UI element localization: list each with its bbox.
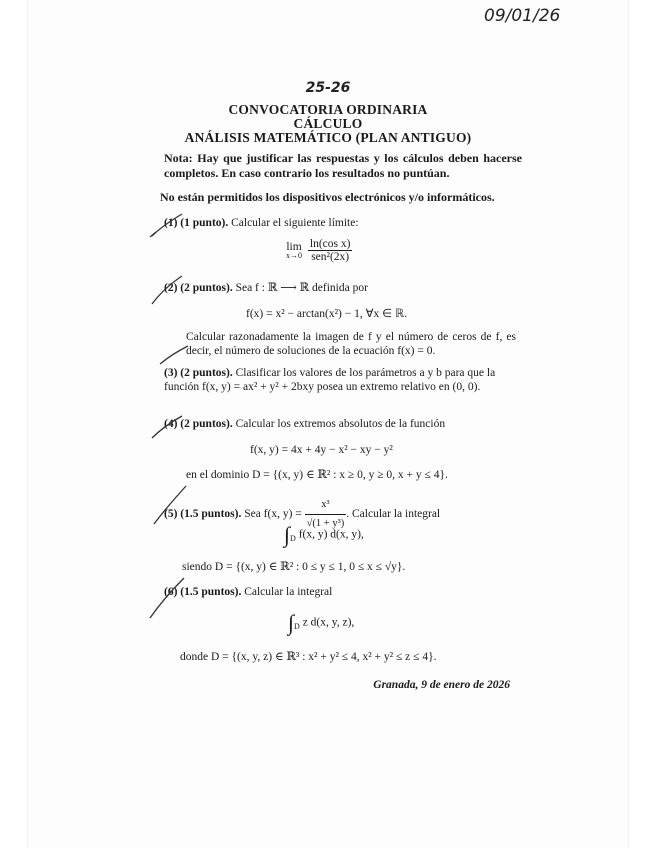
problem-3-text: Clasificar los valores de los parámetros a y b para que la función f(x, y) = ax² + y² + 2bxy posea un extremo relativo en (0, 0). bbox=[164, 367, 496, 393]
problem-5-text-a: Sea f(x, y) = bbox=[244, 508, 302, 521]
pen-mark-4 bbox=[148, 412, 188, 442]
limit-numerator: ln(cos x) bbox=[309, 238, 351, 250]
problem-6-domain: donde D = {(x, y, z) ∈ ℝ³ : x² + y² ≤ 4, x² + y² ≤ z ≤ 4}. bbox=[180, 651, 437, 663]
problem-3-number: (3) bbox=[164, 367, 178, 379]
problem-4-points: (2 puntos). bbox=[180, 418, 233, 430]
pen-mark-2 bbox=[148, 270, 188, 310]
problem-5-integral bbox=[284, 522, 364, 548]
problem-2-text: Sea f : ℝ ⟶ ℝ definida por bbox=[235, 282, 368, 294]
exam-session-title: CONVOCATORIA ORDINARIA bbox=[228, 102, 428, 117]
devices-note: No están permitidos los dispositivos electrónicos y/o informáticos. bbox=[160, 190, 495, 204]
problem-5-text-b: . Calcular la integral bbox=[346, 508, 441, 521]
limit-expression bbox=[286, 238, 352, 263]
problem-1-points: (1 punto). bbox=[180, 217, 229, 229]
problem-4-number: (4) bbox=[164, 418, 178, 430]
problem-2-number: (2) bbox=[164, 282, 178, 294]
problem-1-number: (1) bbox=[164, 217, 178, 229]
problem-2-formula: f(x) = x² − arctan(x²) − 1, ∀x ∈ ℝ. bbox=[246, 308, 407, 320]
problem-5-frac-num: x³ bbox=[305, 496, 347, 515]
problem-6-number: (6) bbox=[164, 586, 178, 598]
problem-5-domain: siendo D = {(x, y) ∈ ℝ² : 0 ≤ y ≤ 1, 0 ≤ x ≤ √y}. bbox=[182, 561, 406, 573]
limit-label: lim bbox=[286, 241, 302, 253]
problem-5-points: (1.5 puntos). bbox=[180, 508, 242, 521]
integral-sign-icon: ∫ bbox=[284, 522, 291, 547]
course-title: ANÁLISIS MATEMÁTICO (PLAN ANTIGUO) bbox=[184, 130, 472, 145]
problem-4-text: Calcular los extremos absolutos de la función bbox=[235, 418, 446, 430]
problem-6-integral bbox=[288, 610, 354, 636]
problem-5-integrand: f(x, y) d(x, y), bbox=[298, 528, 364, 541]
problem-1 bbox=[164, 216, 359, 230]
exam-page bbox=[28, 0, 628, 848]
pen-mark-6 bbox=[146, 572, 190, 622]
pen-mark-3 bbox=[154, 340, 194, 370]
problem-5-frac-den: √(1 + y³) bbox=[306, 518, 345, 529]
problem-2-text2: Calcular razonadamente la imagen de f y el número de ceros de f, es decir, el número de soluciones de la ecuación f(x) = 0. bbox=[186, 331, 516, 357]
problem-2-points: (2 puntos). bbox=[180, 282, 233, 294]
problem-6-integrand: z d(x, y, z), bbox=[302, 616, 355, 629]
problem-1-text: Calcular el siguiente límite: bbox=[231, 217, 359, 229]
integral-sign-icon-2: ∫ bbox=[288, 610, 295, 635]
limit-subscript: x→0 bbox=[286, 251, 302, 260]
problem-2 bbox=[164, 281, 368, 295]
integral-domain-sub: D bbox=[290, 533, 296, 543]
integral-domain-sub-2: D bbox=[294, 621, 300, 631]
place-date: Granada, 9 de enero de 2026 bbox=[373, 679, 510, 691]
problem-4 bbox=[164, 417, 445, 431]
pen-mark-1 bbox=[148, 210, 188, 240]
pen-mark-5 bbox=[148, 480, 192, 530]
problem-3-points: (2 puntos). bbox=[180, 367, 233, 379]
problem-6-points: (1.5 puntos). bbox=[180, 586, 242, 598]
limit-denominator: sen²(2x) bbox=[311, 251, 350, 263]
handwritten-year: 25-26 bbox=[305, 80, 351, 96]
subject-title: CÁLCULO bbox=[293, 116, 363, 131]
problem-5-number: (5) bbox=[164, 508, 178, 521]
grading-note: Nota: Hay que justificar las respuestas y los cálculos deben hacerse completos. En caso contrario los resultados no puntúan. bbox=[164, 151, 522, 180]
problem-4-domain: en el dominio D = {(x, y) ∈ ℝ² : x ≥ 0, y ≥ 0, x + y ≤ 4}. bbox=[186, 469, 448, 481]
problem-3 bbox=[164, 366, 524, 394]
handwritten-date: 09/01/26 bbox=[484, 6, 561, 26]
problem-6-text: Calcular la integral bbox=[244, 586, 333, 598]
problem-4-formula: f(x, y) = 4x + 4y − x² − xy − y² bbox=[250, 444, 393, 456]
